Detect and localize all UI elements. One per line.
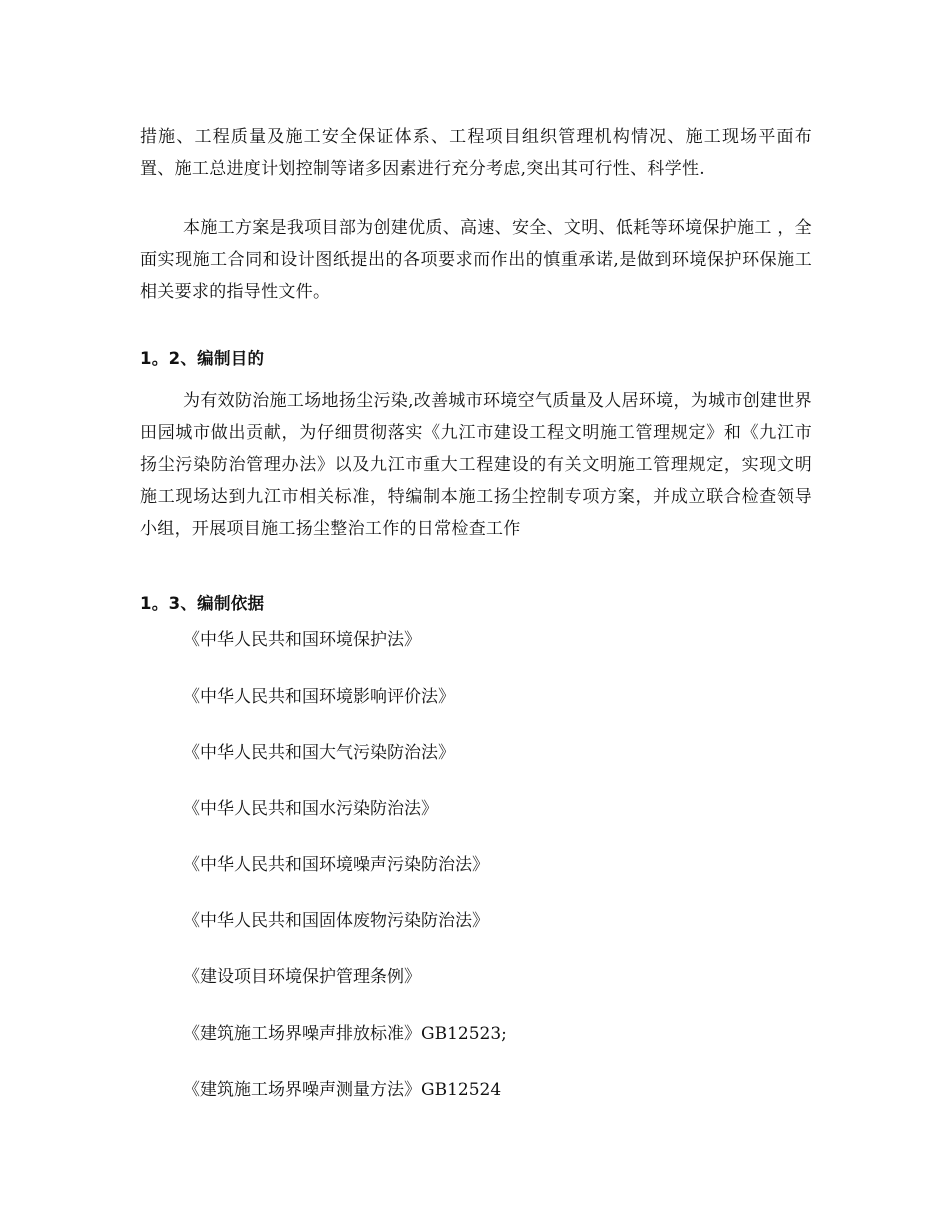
reference-item: 《中华人民共和国环境噪声污染防治法》 bbox=[183, 855, 489, 875]
section-1-2-body: 为有效防治施工场地扬尘污染,改善城市环境空气质量及人居环境，为城市创建世界田园城市做出贡献，为仔细贯彻落实《九江市建设工程文明施工管理规定》和《九江市扬尘污染防治管理办法》以及九江市重大工程建设的有关文明施工管理规定，实现文明施工现场达到九江市相关标准，特编制本施工扬尘控制专项方案，并成立联合检查领导小组，开展项目施工扬尘整治工作的日常检查工作 bbox=[140, 391, 812, 539]
intro-continuation-paragraph: 措施、工程质量及施工安全保证体系、工程项目组织管理机构情况、施工现场平面布置、施工总进度计划控制等诸多因素进行充分考虑,突出其可行性、科学性. bbox=[140, 127, 812, 179]
reference-item: 《中华人民共和国环境保护法》 bbox=[183, 630, 421, 650]
reference-item: 《中华人民共和国环境影响评价法》 bbox=[183, 687, 455, 707]
reference-item: 《建筑施工场界噪声测量方法》GB12524 bbox=[183, 1080, 502, 1100]
reference-item: 《中华人民共和国水污染防治法》 bbox=[183, 799, 438, 819]
reference-item: 《中华人民共和国大气污染防治法》 bbox=[183, 743, 455, 763]
reference-item: 《中华人民共和国固体废物污染防治法》 bbox=[183, 911, 489, 931]
reference-item: 《建设项目环境保护管理条例》 bbox=[183, 967, 421, 987]
section-1-2 bbox=[140, 343, 812, 375]
intro-paragraph-2: 本施工方案是我项目部为创建优质、高速、安全、文明、低耗等环境保护施工 ，全面实现施工合同和设计图纸提出的各项要求而作出的慎重承诺,是做到环境保护环保施工相关要求的指导性文件。 bbox=[140, 218, 812, 302]
section-1-3 bbox=[140, 588, 812, 620]
reference-item: 《建筑施工场界噪声排放标准》GB12523; bbox=[183, 1024, 507, 1044]
intro-block bbox=[140, 121, 812, 185]
section-1-3-heading: 1。3、编制依据 bbox=[140, 594, 265, 613]
intro-block-2 bbox=[140, 212, 812, 308]
section-1-2-heading: 1。2、编制目的 bbox=[140, 349, 265, 368]
section-1-2-body-block bbox=[140, 385, 812, 545]
